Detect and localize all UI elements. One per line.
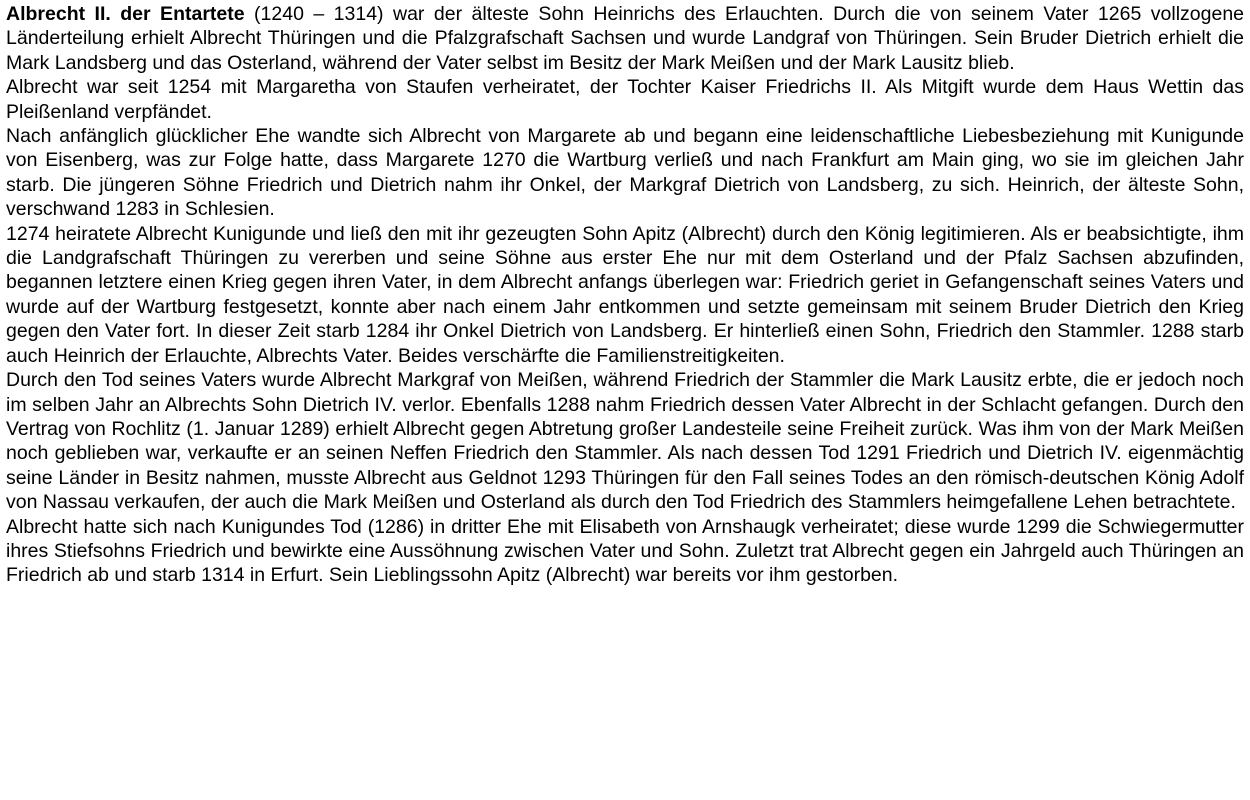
paragraph-final: Albrecht hatte sich nach Kunigundes Tod (1286) in dritter Ehe mit Elisabeth von Arnshaugk verheiratet; diese wurde 1299 die Schwiegermutter ihres Stiefsohns Friedrich und bewirkte eine Aussöhnung zwischen Vater und Sohn. Zuletzt trat Albrecht gegen ein Jahrgeld auch Thüringen an Friedrich ab und starb 1314 in Erfurt. Sein Lieblingssohn Apitz (Albrecht) war bereits vor ihm gestorben. [6,515,1244,587]
paragraph-war: 1274 heiratete Albrecht Kunigunde und ließ den mit ihr gezeugten Sohn Apitz (Albrecht) durch den König legitimieren. Als er beabsichtigte, ihm die Landgrafschaft Thüringen zu vererben und seine Söhne aus erster Ehe nur mit dem Osterland und der Pfalz Sachsen abzufinden, begannen letztere einen Krieg gegen ihren Vater, in dem Albrecht anfangs überlegen war: Friedrich geriet in Gefangenschaft seines Vaters und wurde auf der Wartburg festgesetzt, konnte aber nach einem Jahr entkommen und setzte gemeinsam mit seinem Bruder Dietrich den Krieg gegen den Vater fort. In dieser Zeit starb 1284 ihr Onkel Dietrich von Landsberg. Er hinterließ einen Sohn, Friedrich den Stammler. 1288 starb auch Heinrich der Erlauchte, Albrechts Vater. Beides verschärfte die Familienstreitigkeiten. [6,222,1244,367]
paragraph-intro [6,2,1244,75]
paragraph-marriage: Albrecht war seit 1254 mit Margaretha von Staufen verheiratet, der Tochter Kaiser Friedrichs II. Als Mitgift wurde dem Haus Wettin das Pleißenland verpfändet. [6,76,1244,123]
paragraph-meissen: Durch den Tod seines Vaters wurde Albrecht Markgraf von Meißen, während Friedrich der Stammler die Mark Lausitz erbte, die er jedoch noch im selben Jahr an Albrechts Sohn Dietrich IV. verlor. Ebenfalls 1288 nahm Friedrich dessen Vater Albrecht in der Schlacht gefangen. Durch den Vertrag von Rochlitz (1. Januar 1289) erhielt Albrecht gegen Abtretung großer Landesteile seine Freiheit zurück. Was ihm von der Mark Meißen noch geblieben war, verkaufte er an seinen Neffen Friedrich den Stammler. Als nach dessen Tod 1291 Friedrich und Dietrich IV. eigenmächtig seine Länder in Besitz nahmen, musste Albrecht aus Geldnot 1293 Thüringen für den Fall seines Todes an den römisch-deutschen König Adolf von Nassau verkaufen, der auch die Mark Meißen und Osterland als durch den Tod Friedrich des Stammlers heimgefallene Lehen betrachtete. [6,369,1244,514]
paragraph-kunigunde: Nach anfänglich glücklicher Ehe wandte sich Albrecht von Margarete ab und begann eine leidenschaftliche Liebesbeziehung mit Kunigunde von Eisenberg, was zur Folge hatte, dass Margarete 1270 die Wartburg verließ und nach Frankfurt am Main ging, wo sie im gleichen Jahr starb. Die jüngeren Söhne Friedrich und Dietrich nahm ihr Onkel, der Markgraf Dietrich von Landsberg, zu sich. Heinrich, der älteste Sohn, verschwand 1283 in Schlesien. [6,125,1244,221]
paragraph-intro-text: (1240 – 1314) war der älteste Sohn Heinrichs des Erlauchten. Durch die von seinem Vater 1265 vollzogene Länderteilung erhielt Albrecht Thüringen und die Pfalzgrafschaft Sachsen und wurde Landgraf von Thüringen. Sein Bruder Dietrich erhielt die Mark Landsberg und das Osterland, während der Vater selbst im Besitz der Mark Meißen und der Mark Lausitz blieb. [6,3,1245,74]
person-name-heading: Albrecht II. der Entartete [6,3,245,25]
